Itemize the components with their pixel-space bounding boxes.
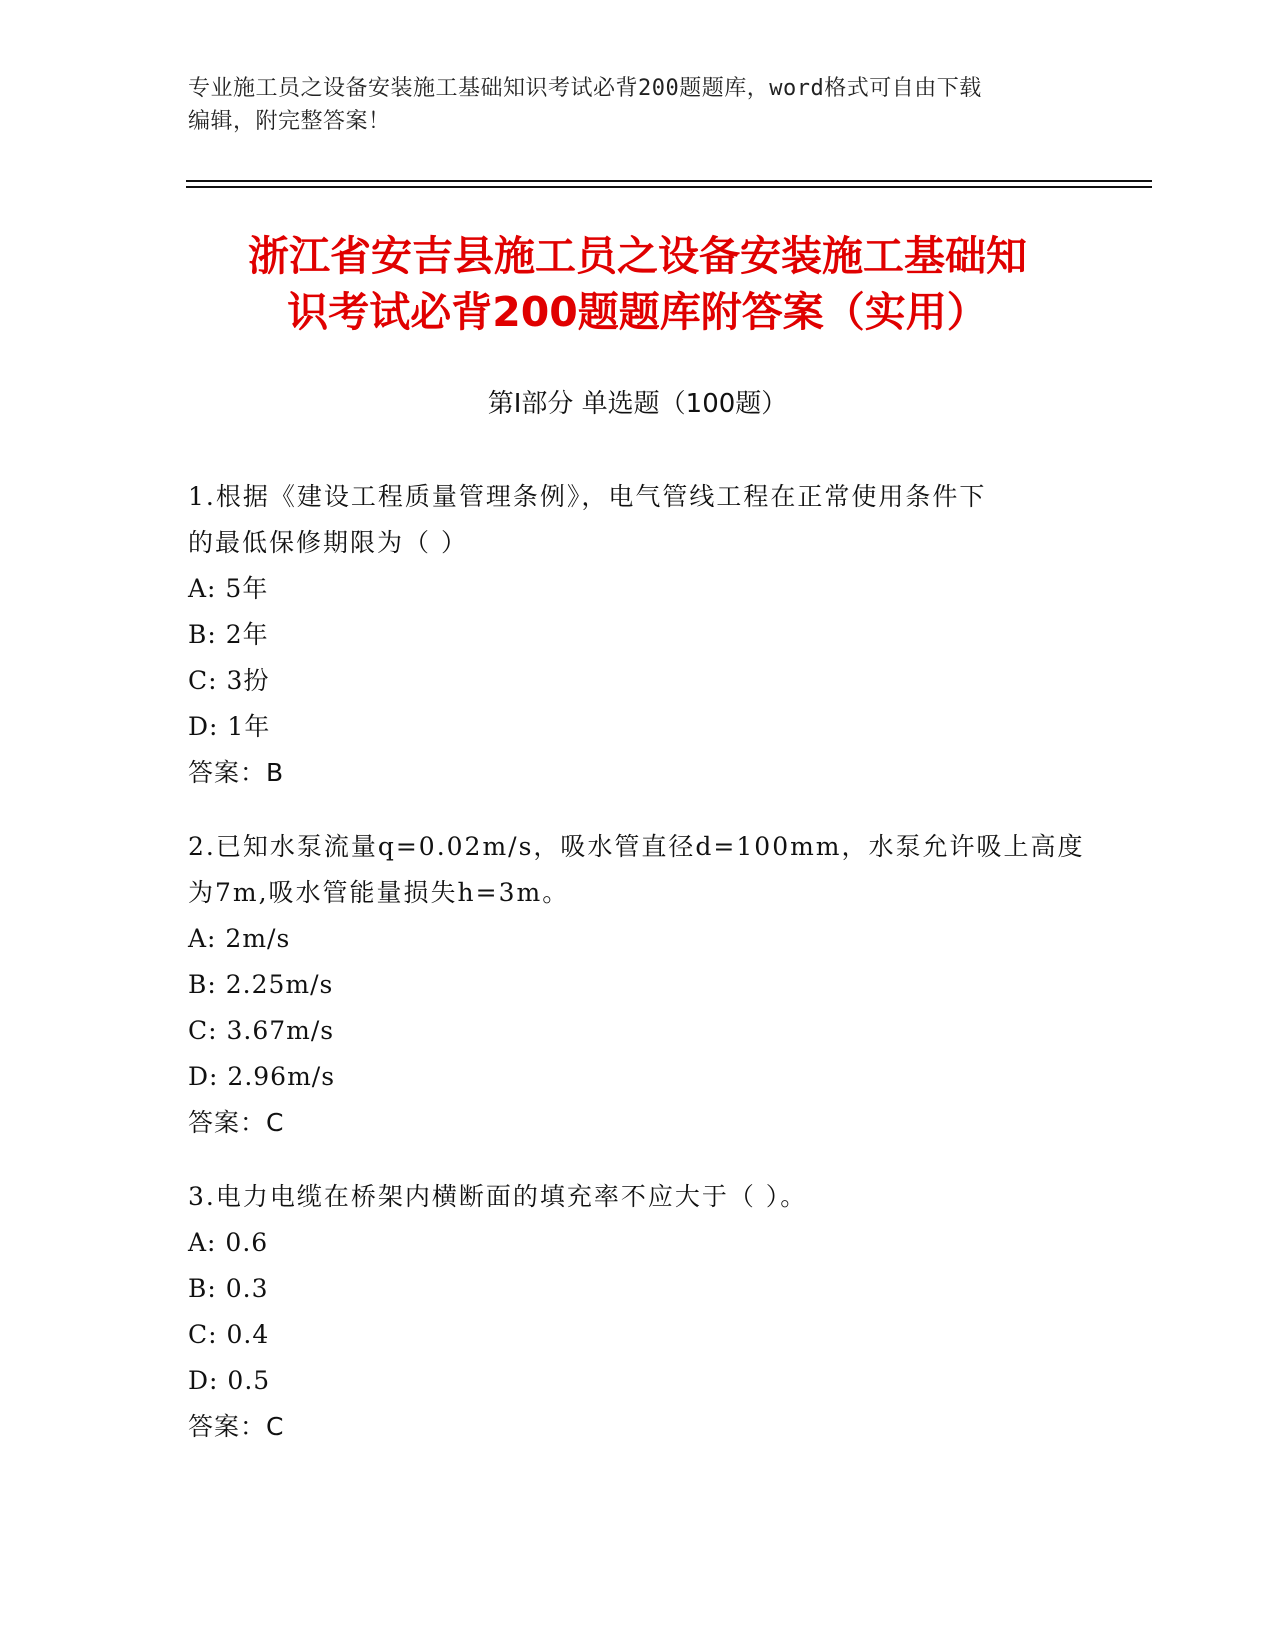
question-stem-line: 的最低保修期限为（ ） [188, 528, 468, 557]
option-d: D: 1年 [188, 712, 271, 741]
option-a: A: 0.6 [188, 1228, 269, 1257]
option-d: D: 2.96m/s [188, 1062, 336, 1091]
document-title-line-2: 识考试必背200题题库附答案（实用） [287, 288, 988, 336]
question-list [188, 474, 1088, 1478]
header-note-line-2: 编辑，附完整答案！ [188, 109, 391, 134]
option-a: A: 5年 [188, 574, 269, 603]
option-c: C: 3扮 [188, 666, 270, 695]
header-rule-top [186, 180, 1152, 182]
option-c: C: 3.67m/s [188, 1016, 335, 1045]
section-title: 第Ⅰ部分 单选题（100题） [487, 389, 788, 419]
option-d: D: 0.5 [188, 1366, 271, 1395]
header-rule-bottom [186, 186, 1152, 188]
question-stem-line: 为7m,吸水管能量损失h=3m。 [188, 878, 570, 907]
answer: 答案：C [188, 1412, 285, 1441]
header-note-line-1: 专业施工员之设备安装施工基础知识考试必背200题题库，word格式可自由下载 [188, 76, 982, 101]
question-3 [188, 1174, 1088, 1450]
document-title-line-1: 浙江省安吉县施工员之设备安装施工基础知 [248, 232, 1027, 280]
answer: 答案：C [188, 1108, 285, 1137]
question-1 [188, 474, 1088, 796]
question-stem-line: 2.已知水泵流量q=0.02m/s，吸水管直径d=100mm，水泵允许吸上高度 [188, 832, 1085, 861]
question-2 [188, 824, 1088, 1146]
header-note [188, 72, 1088, 138]
question-stem-line: 3.电力电缆在桥架内横断面的填充率不应大于（ ）。 [188, 1182, 808, 1211]
option-b: B: 2年 [188, 620, 269, 649]
answer: 答案：B [188, 758, 285, 787]
option-c: C: 0.4 [188, 1320, 270, 1349]
option-b: B: 2.25m/s [188, 970, 334, 999]
option-b: B: 0.3 [188, 1274, 269, 1303]
option-a: A: 2m/s [188, 924, 291, 953]
question-stem-line: 1.根据《建设工程质量管理条例》，电气管线工程在正常使用条件下 [188, 482, 987, 511]
document-title [150, 228, 1125, 340]
